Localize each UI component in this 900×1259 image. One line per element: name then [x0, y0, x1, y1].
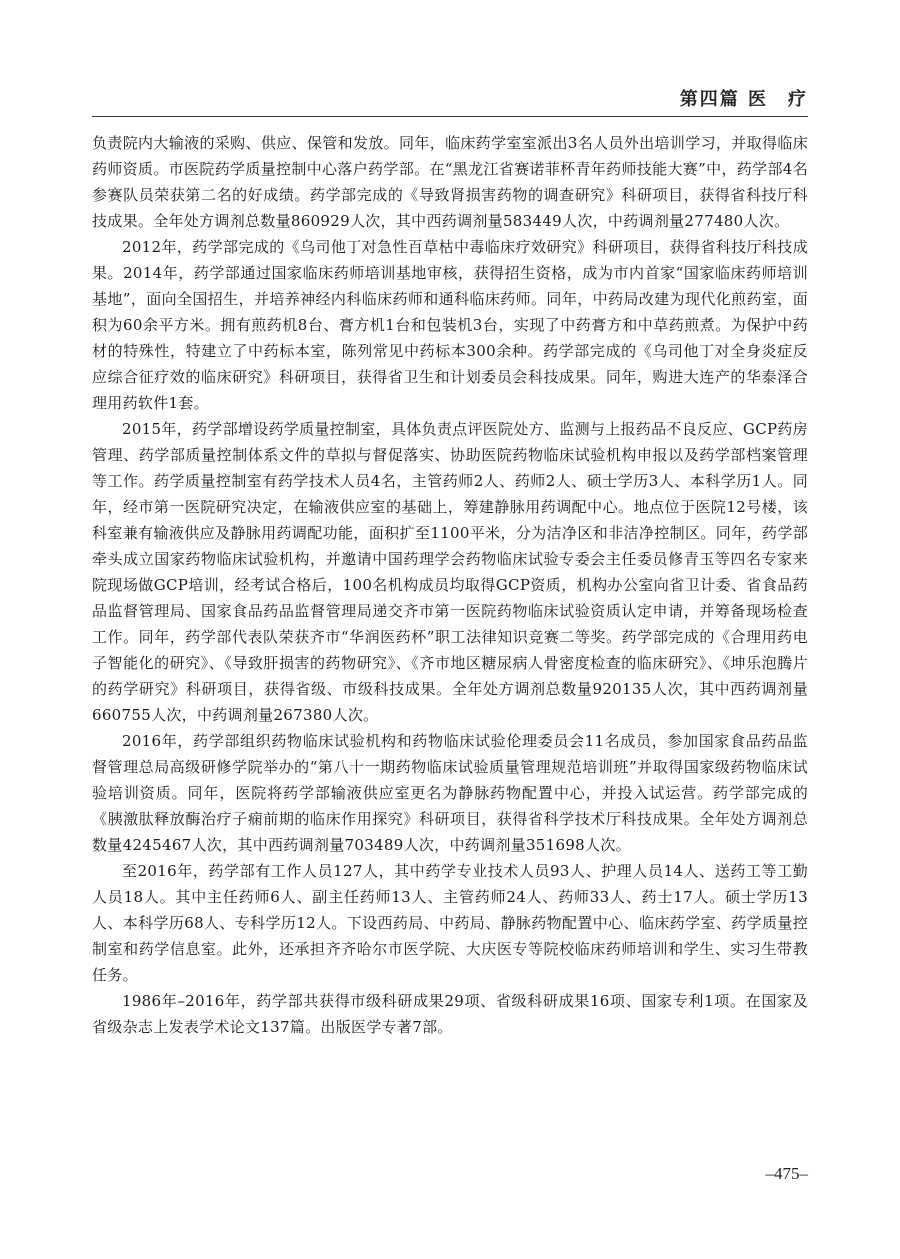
page-number: –475–	[765, 1164, 808, 1183]
body-text	[92, 130, 808, 1040]
paragraph-2016: 2016年，药学部组织药物临床试验机构和药物临床试验伦理委员会11名成员，参加国家食品药品监督管理总局高级研修学院举办的“第八十一期药物临床试验质量管理规范培训班”并取得国家级药物临床试验培训资质。同年，医院将药学部输液供应室更名为静脉药物配置中心，并投入试运营。药学部完成的《胰激肽释放酶治疗子痫前期的临床作用探究》科研项目，获得省科学技术厅科技成果。全年处方调剂总数量4245467人次，其中西药调剂量703489人次，中药调剂量351698人次。	[92, 732, 808, 854]
running-head	[92, 88, 808, 117]
paragraph-2012: 2012年，药学部完成的《乌司他丁对急性百草枯中毒临床疗效研究》科研项目，获得省科技厅科技成果。2014年，药学部通过国家临床药师培训基地审核，获得招生资格，成为市内首家“国家临床药师培训基地”，面向全国招生，并培养神经内科临床药师和通科临床药师。同年，中药局改建为现代化煎药室，面积为60余平方米。拥有煎药机8台、膏方机1台和包装机3台，实现了中药膏方和中草药煎煮。为保护中药材的特殊性，特建立了中药标本室，陈列常见中药标本300余种。药学部完成的《乌司他丁对全身炎症反应综合征疗效的临床研究》科研项目，获得省卫生和计划委员会科技成果。同年，购进大连产的华泰泽合理用药软件1套。	[92, 238, 808, 412]
paragraph-staff-2016: 至2016年，药学部有工作人员127人，其中药学专业技术人员93人、护理人员14人、送药工等工勤人员18人。其中主任药师6人、副主任药师13人、主管药师24人、药师33人、药士17人。硕士学历13人、本科学历68人、专科学历12人。下设西药局、中药局、静脉药物配置中心、临床药学室、药学质量控制室和药学信息室。此外，还承担齐齐哈尔市医学院、大庆医专等院校临床药师培训和学生、实习生带教任务。	[92, 862, 808, 984]
section-title: 第四篇 医 疗	[679, 89, 808, 110]
paragraph-continued: 负责院内大输液的采购、供应、保管和发放。同年，临床药学室室派出3名人员外出培训学习，并取得临床药师资质。市医院药学质量控制中心落户药学部。在“黑龙江省赛诺菲杯青年药师技能大赛”中，药学部4名参赛队员荣获第二名的好成绩。药学部完成的《导致肾损害药物的调查研究》科研项目，获得省科技厅科技成果。全年处方调剂总数量860929人次，其中西药调剂量583449人次，中药调剂量277480人次。	[92, 134, 808, 230]
paragraph-2015: 2015年，药学部增设药学质量控制室，具体负责点评医院处方、监测与上报药品不良反应、GCP药房管理、药学部质量控制体系文件的草拟与督促落实、协助医院药物临床试验机构申报以及药学部档案管理等工作。药学质量控制室有药学技术人员4名，主管药师2人、药师2人、硕士学历3人、本科学历1人。同年，经市第一医院研究决定，在输液供应室的基础上，筹建静脉用药调配中心。地点位于医院12号楼，该科室兼有输液供应及静脉用药调配功能，面积扩至1100平米，分为洁净区和非洁净控制区。同年，药学部牵头成立国家药物临床试验机构，并邀请中国药理学会药物临床试验专委会主任委员修青玉等四名专家来院现场做GCP培训，经考试合格后，100名机构成员均取得GCP资质，机构办公室向省卫计委、省食品药品监督管理局、国家食品药品监督管理局递交齐市第一医院药物临床试验资质认定申请，并筹备现场检查工作。同年，药学部代表队荣获齐市“华润医药杯”职工法律知识竞赛二等奖。药学部完成的《合理用药电子智能化的研究》、《导致肝损害的药物研究》、《齐市地区糖尿病人骨密度检查的临床研究》、《坤乐泡腾片的药学研究》科研项目，获得省级、市级科技成果。全年处方调剂总数量920135人次，其中西药调剂量660755人次，中药调剂量267380人次。	[92, 420, 808, 724]
paragraph-achievements: 1986年–2016年，药学部共获得市级科研成果29项、省级科研成果16项、国家专利1项。在国家及省级杂志上发表学术论文137篇。出版医学专著7部。	[92, 992, 808, 1036]
